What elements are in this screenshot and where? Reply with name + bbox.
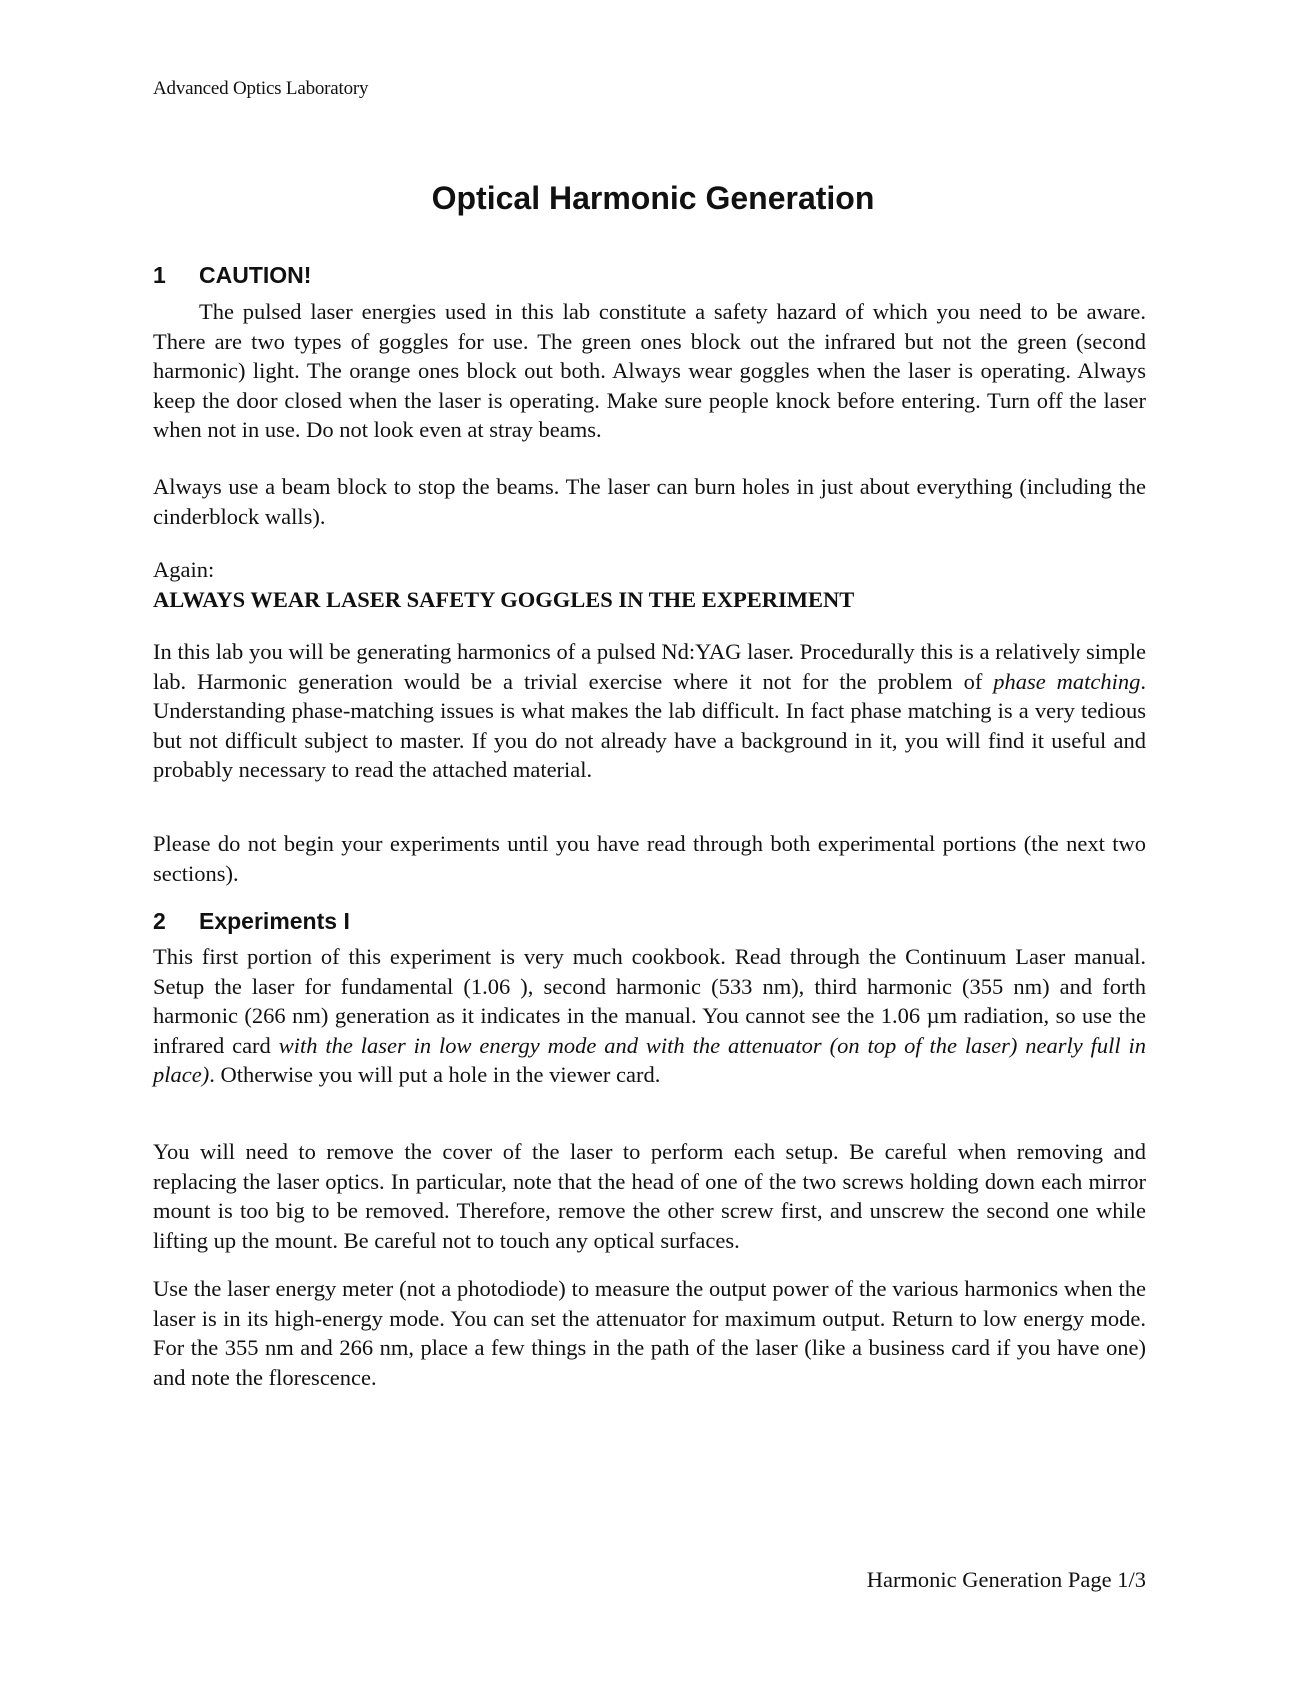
document-title: Optical Harmonic Generation (431, 180, 875, 216)
italic-instruction: with the laser in low energy mode and with the attenuator (on top of the laser) nearly full in place) (153, 1032, 1146, 1087)
text-run: This first portion of this experiment is very much cookbook. Read through the Continuum Laser manual. Setup the laser for fundamental (1.06 ), second harmonic (533 nm), third harmonic (355 nm) and forth harmonic (266 nm) generation as it indicates in the manual. You cannot see the 1.06 µm radiation, so use the infrared card (153, 944, 1146, 1058)
text-run: . Understanding phase-matching issues is what makes the lab difficult. In fact phase matching is a very tedious but not difficult subject to master. If you do not already have a background in it, you will find it useful and probably necessary to read the attached material. (153, 668, 1146, 782)
paragraph-energy-meter: Use the laser energy meter (not a photodiode) to measure the output power of the various harmonics when the laser is in its high-energy mode. You can set the attenuator for maximum output. Return to low energy mode. For the 355 nm and 266 nm, place a few things in the path of the laser (like a business card if you have one) and note the florescence. (153, 1276, 1146, 1390)
paragraph-lab-overview (153, 637, 1146, 785)
section-number: 2 (153, 908, 166, 934)
section-title: Experiments I (199, 908, 350, 934)
section-1-heading (153, 262, 311, 289)
italic-term: phase matching (993, 668, 1141, 694)
goggles-warning: ALWAYS WEAR LASER SAFETY GOGGLES IN THE EXPERIMENT (153, 586, 855, 612)
section-number: 1 (153, 262, 166, 288)
page-footer: Harmonic Generation Page 1/3 (866, 1567, 1146, 1592)
text-run: . Otherwise you will put a hole in the viewer card. (209, 1062, 661, 1087)
again-lead: Again: (153, 557, 215, 582)
paragraph-cookbook-setup (153, 942, 1146, 1090)
section-title: CAUTION! (199, 262, 312, 288)
section-2-heading (153, 908, 350, 935)
running-header: Advanced Optics Laboratory (153, 78, 369, 99)
paragraph-beam-block: Always use a beam block to stop the beams. The laser can burn holes in just about everything (including the cinderblock walls). (153, 474, 1146, 529)
paragraph-again-warning (153, 555, 1146, 614)
paragraph-read-first: Please do not begin your experiments until you have read through both experimental portions (the next two sections). (153, 831, 1146, 886)
text-run: In this lab you will be generating harmonics of a pulsed Nd:YAG laser. Procedurally this is a relatively simple lab. Harmonic generation would be a trivial exercise where it not for the problem of (153, 639, 1146, 694)
paragraph-remove-cover: You will need to remove the cover of the laser to perform each setup. Be careful when removing and replacing the laser optics. In particular, note that the head of one of the two screws holding down each mirror mount is too big to be removed. Therefore, remove the other screw first, and unscrew the second one while lifting up the mount. Be careful not to touch any optical surfaces. (153, 1139, 1146, 1253)
paragraph-caution-goggles: The pulsed laser energies used in this lab constitute a safety hazard of which you need to be aware. There are two types of goggles for use. The green ones block out the infrared but not the green (second harmonic) light. The orange ones block out both. Always wear goggles when the laser is operating. Always keep the door closed when the laser is operating. Make sure people knock before entering. Turn off the laser when not in use. Do not look even at stray beams. (153, 299, 1146, 442)
